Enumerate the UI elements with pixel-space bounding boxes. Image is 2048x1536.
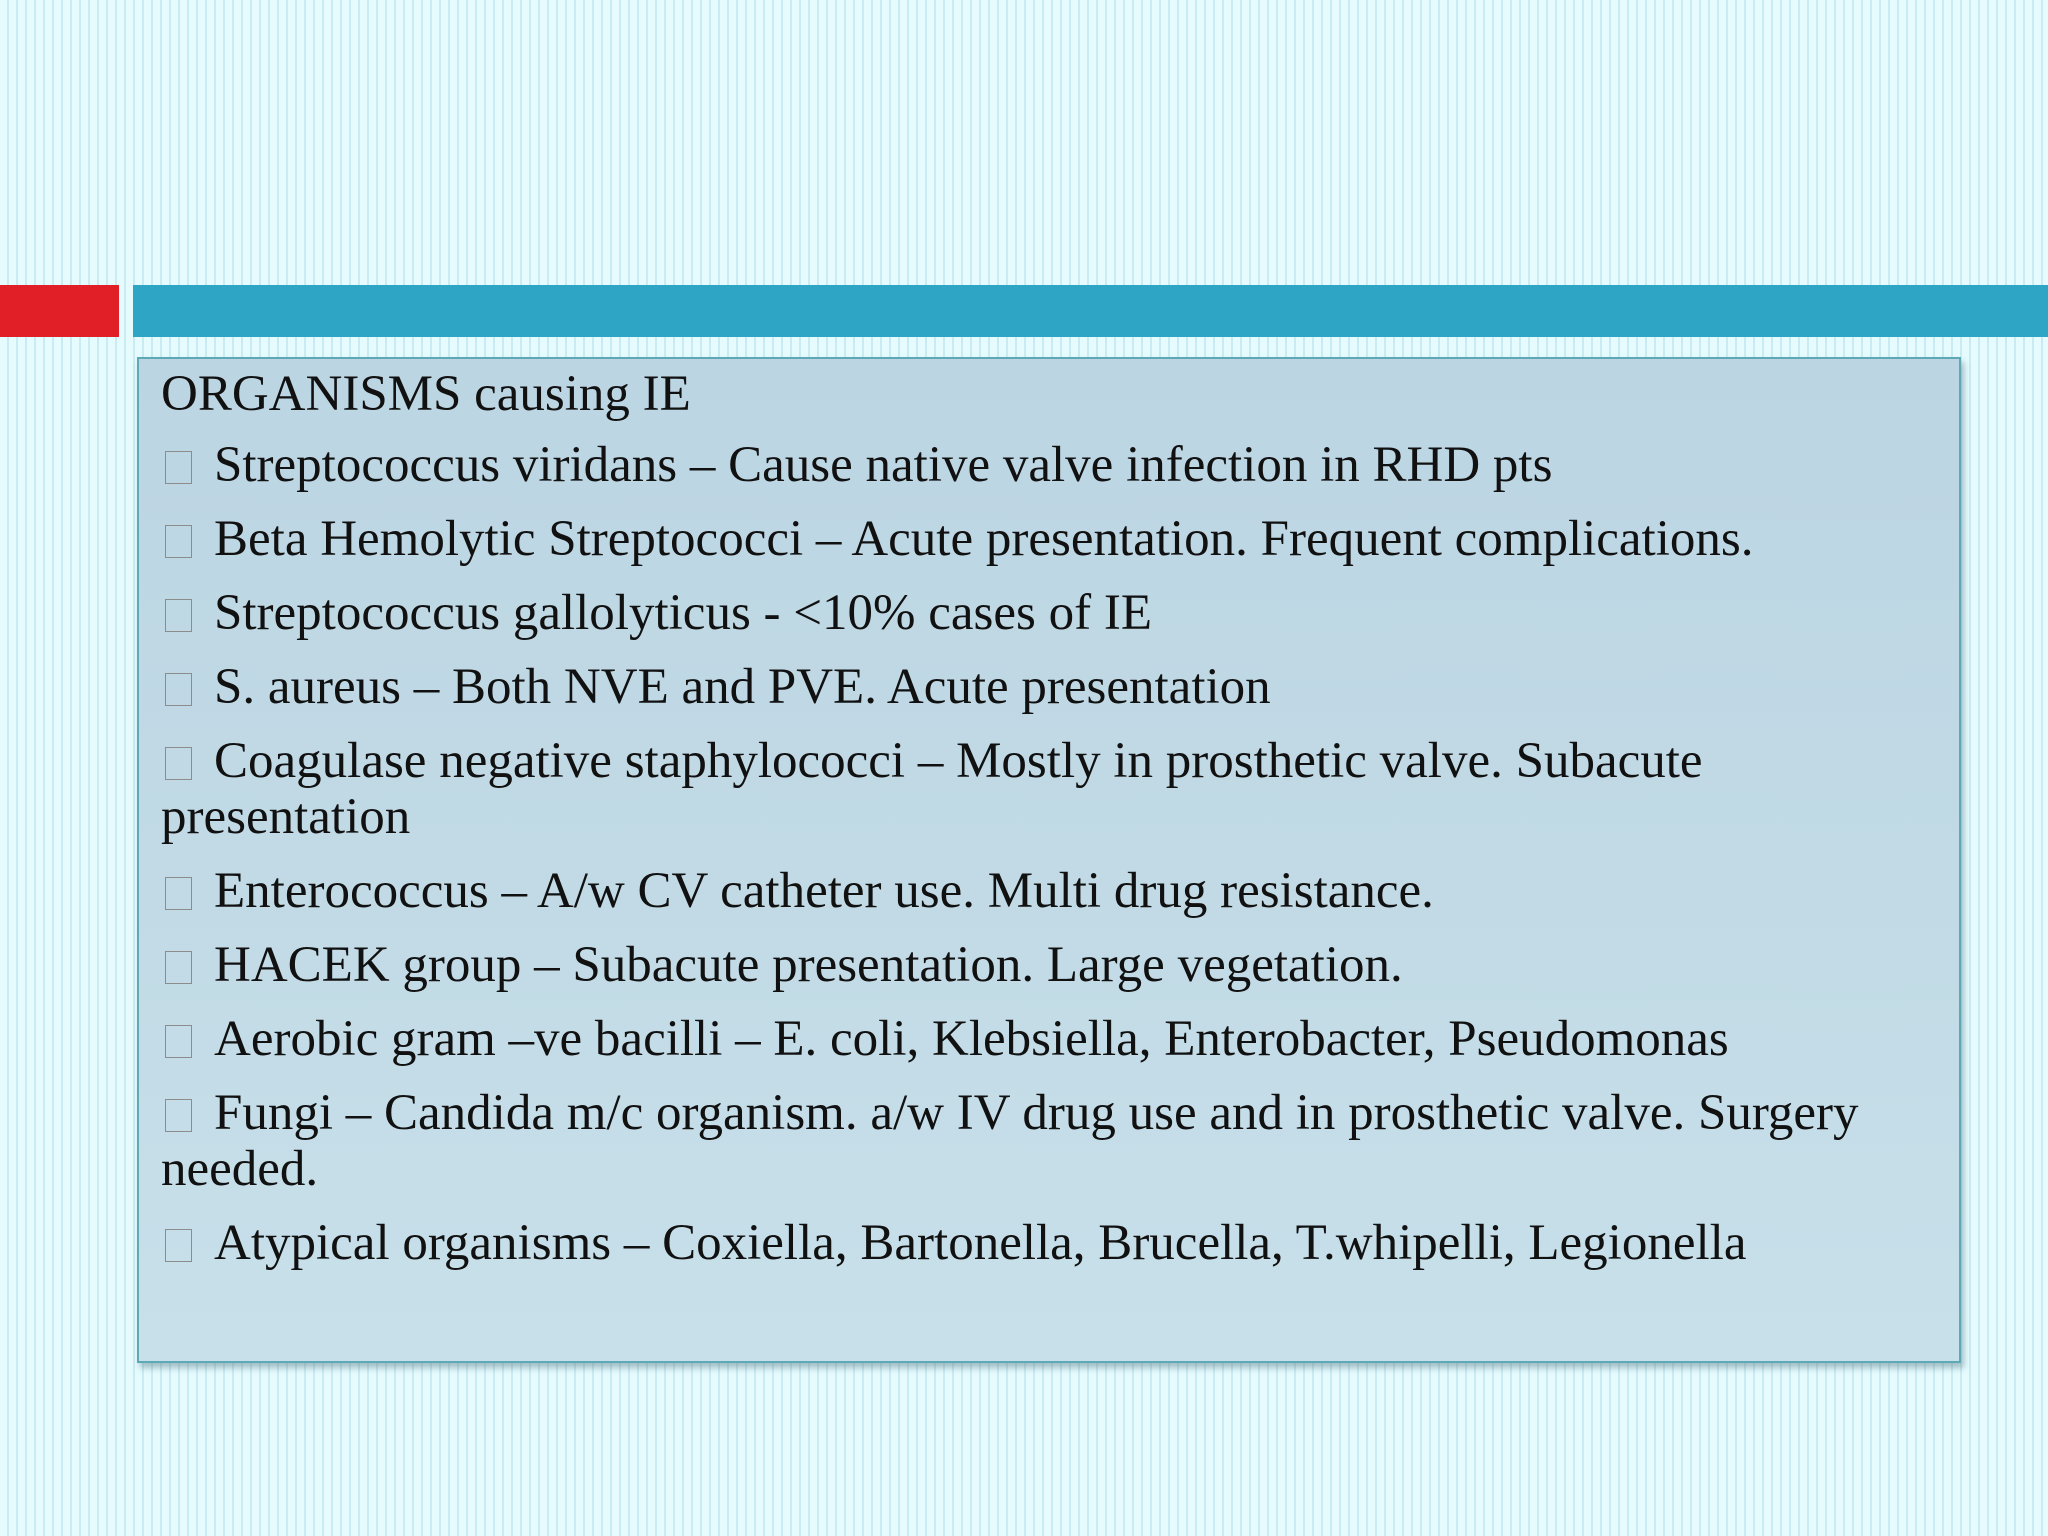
list-item [161, 437, 1929, 493]
organism-list [161, 437, 1929, 1271]
list-item-text: Atypical organisms – Coxiella, Bartonella, Brucella, T.whipelli, Legionella [214, 1215, 1747, 1271]
bullet-box-icon [165, 951, 192, 984]
bullet-box-icon [165, 877, 192, 910]
list-item-text: HACEK group – Subacute presentation. Large vegetation. [214, 937, 1403, 993]
list-item [161, 863, 1929, 919]
red-accent-bar [0, 285, 119, 337]
list-item-text: S. aureus – Both NVE and PVE. Acute presentation [214, 659, 1271, 715]
list-item-text: Coagulase negative staphylococci – Mostly in prosthetic valve. Subacute presentation [161, 733, 1703, 845]
list-item [161, 1085, 1929, 1197]
bullet-box-icon [165, 673, 192, 706]
list-item-text: Aerobic gram –ve bacilli – E. coli, Klebsiella, Enterobacter, Pseudomonas [214, 1011, 1729, 1067]
bullet-box-icon [165, 1229, 192, 1262]
bullet-box-icon [165, 525, 192, 558]
slide-title: ORGANISMS causing IE [161, 366, 691, 422]
bullet-box-icon [165, 747, 192, 780]
list-item-text: Streptococcus gallolyticus - <10% cases of IE [214, 585, 1152, 641]
list-item-text: Beta Hemolytic Streptococci – Acute presentation. Frequent complications. [214, 511, 1754, 567]
teal-header-bar [133, 285, 2048, 337]
list-item [161, 511, 1929, 567]
list-item [161, 1215, 1929, 1271]
list-item [161, 659, 1929, 715]
list-item-text: Fungi – Candida m/c organism. a/w IV drug use and in prosthetic valve. Surgery needed. [161, 1085, 1859, 1197]
list-item [161, 1011, 1929, 1067]
bullet-box-icon [165, 599, 192, 632]
list-item [161, 585, 1929, 641]
bullet-box-icon [165, 1025, 192, 1058]
list-item [161, 733, 1929, 845]
list-item-text: Enterococcus – A/w CV catheter use. Multi drug resistance. [214, 863, 1434, 919]
content-box [137, 357, 1961, 1363]
list-item-text: Streptococcus viridans – Cause native valve infection in RHD pts [214, 437, 1553, 493]
bullet-box-icon [165, 451, 192, 484]
list-item [161, 937, 1929, 993]
bullet-box-icon [165, 1099, 192, 1132]
